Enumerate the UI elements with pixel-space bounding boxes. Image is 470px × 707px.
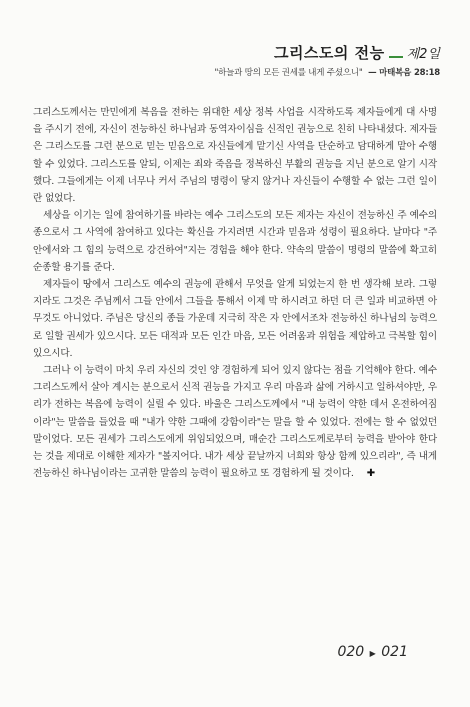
title-divider [389,56,403,58]
body-text [33,104,437,482]
page-numbers [337,644,408,660]
page-number-right: 021 [381,644,408,660]
paragraph: 그리스도께서는 만민에게 복음을 전하는 위대한 세상 정복 사업을 시작하도록 제자들에게 대 사명을 주시기 전에, 자신이 전능하신 하나님과 동역자이심을 신적인 권능으로 친히 나타내셨다. 제자들은 그리스도를 그런 분으로 믿는 믿음으로 자신들에게 맡기신 사역을 단순하고 담대하게 맡아 수행할 수 있었다. 그리스도를 알되, 이제는 죄와 죽음을 정복하신 부활의 권능을 지닌 분으로 알기 시작했다. 그들에게는 이제 너무나 커서 주님의 명령이 닿지 않거나 자신들이 수행할 수 없는 그런 일이란 없었다. [33,107,437,205]
paragraph [33,362,437,482]
chapter-header [274,42,440,63]
paragraph-text: 그러나 이 능력이 마치 우리 자신의 것인 양 경험하게 되어 있지 않다는 점을 기억해야 한다. 예수 그리스도께서 살아 계시는 분으로서 신적 권능을 가지고 우리 마음과 삶에 거하시고 일하셔야만, 우리가 전하는 복음에 능력이 실릴 수 있다. 바울은 그리스도께에서 "내 능력이 약한 데서 온전하여짐이라"는 말씀을 들었을 때 "내가 약한 그때에 강함이라"는 말을 할 수 있었다. 전에는 할 수 없었던 말이었다. 모든 권세가 그리스도에게 위임되었으며, 매순간 그리스도께로부터 능력을 받아야 한다는 것을 제대로 이해한 제자가 "볼지어다. 내가 세상 끝날까지 너희와 항상 함께 있으리라", 즉 내게 전능하신 하나님이라는 고귀한 말씀의 능력이 필요하고 또 경험하게 될 것이다. [33,365,437,480]
chapter-title: 그리스도의 전능 [273,44,385,62]
paragraph: 제자들이 땅에서 그리스도 예수의 권능에 관해서 무엇을 알게 되었는지 한 번 생각해 보라. 그렇지라도 그것은 주님께서 그들 안에서 그들을 통해서 이제 막 하시려고 하던 더 큰 일과 비교하면 아무것도 아니었다. 주님은 당신의 종들 가운데 지극히 작은 자 안에서조차 전능하신 하나님의 능력으로 일할 권세가 있으시다. 모든 대적과 모든 인간 마음, 모든 어려움과 위험을 제압하고 극복할 힘이 있으시다. [33,279,437,359]
chapter-day: 제2일 [406,47,440,62]
paragraph: 세상을 이기는 일에 참여하기를 바라는 예수 그리스도의 모든 제자는 자신이 전능하신 주 예수의 종으로서 그 사역에 참여하고 있다는 확신을 가지려면 시간과 믿음과 성령이 필요하다. 날마다 "주 안에서와 그 힘의 능력으로 강건하여"지는 경험을 해야 한다. 약속의 말씀이 명령의 말씀에 확고히 순종할 용기를 준다. [33,210,437,273]
scripture-verse [214,66,440,78]
page-number-left: 020 [337,644,365,660]
cross-end-icon: ✚ [366,468,375,480]
arrow-right-icon: ▶ [369,649,376,658]
verse-text: "하늘과 땅의 모든 권세를 내게 주셨으니" [214,68,363,78]
verse-reference: — 마태복음 28:18 [368,68,440,78]
